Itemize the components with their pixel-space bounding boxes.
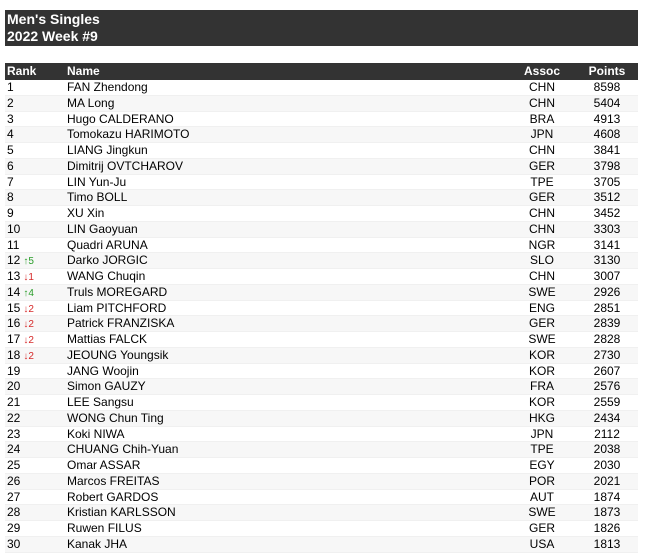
rank-down-indicator: ↓2 bbox=[23, 335, 34, 346]
rank-cell bbox=[7, 238, 19, 253]
player-points: 2926 bbox=[593, 284, 621, 299]
rank-down-indicator: ↓2 bbox=[23, 303, 34, 315]
table-row bbox=[5, 175, 638, 191]
table-body bbox=[5, 80, 638, 553]
player-points: 2030 bbox=[593, 458, 621, 472]
player-name: Timo BOLL bbox=[67, 190, 128, 205]
table-row bbox=[5, 505, 638, 521]
rank-cell bbox=[7, 490, 20, 505]
player-points: 2112 bbox=[594, 426, 620, 441]
player-assoc: CHN bbox=[529, 80, 555, 94]
table-row bbox=[5, 537, 638, 553]
player-points: 2038 bbox=[593, 442, 621, 457]
rank-cell bbox=[7, 395, 20, 410]
player-assoc: SWE bbox=[528, 284, 556, 299]
table-row bbox=[5, 521, 638, 537]
rank-cell bbox=[7, 175, 14, 190]
player-assoc: TPE bbox=[530, 442, 554, 457]
player-assoc: USA bbox=[529, 536, 555, 551]
rank-value: 20 bbox=[7, 379, 21, 394]
player-name: Kanak JHA bbox=[67, 536, 128, 551]
player-points: 3841 bbox=[593, 143, 621, 157]
rank-cell bbox=[7, 442, 20, 457]
table-row bbox=[5, 206, 638, 222]
rank-cell bbox=[7, 537, 20, 552]
table-row bbox=[5, 269, 638, 285]
table-row bbox=[5, 364, 638, 380]
rank-cell bbox=[7, 269, 34, 285]
rank-value: 13 bbox=[7, 269, 21, 283]
ranking-title: Men's Singles bbox=[7, 11, 100, 27]
player-assoc: CHN bbox=[529, 95, 555, 110]
player-assoc: KOR bbox=[528, 363, 555, 378]
table-row bbox=[5, 253, 638, 269]
player-name: Kristian KARLSSON bbox=[67, 505, 176, 520]
rank-value: 17 bbox=[7, 332, 21, 346]
table-row bbox=[5, 285, 638, 301]
player-assoc: CHN bbox=[529, 143, 555, 157]
rank-value: 19 bbox=[7, 363, 21, 378]
player-assoc: HKG bbox=[528, 410, 555, 425]
player-name: LIN Gaoyuan bbox=[67, 221, 138, 236]
player-name: Omar ASSAR bbox=[67, 458, 141, 472]
rank-cell bbox=[7, 316, 34, 332]
player-name: XU Xin bbox=[67, 206, 105, 220]
rank-cell bbox=[7, 521, 20, 536]
player-assoc: SWE bbox=[528, 332, 556, 346]
table-row bbox=[5, 427, 638, 443]
rank-value: 27 bbox=[7, 489, 21, 504]
column-header-rank: Rank bbox=[7, 64, 37, 78]
player-name: Dimitrij OVTCHAROV bbox=[67, 158, 183, 173]
rank-value: 30 bbox=[7, 536, 21, 551]
player-assoc: JPN bbox=[530, 127, 554, 142]
player-points: 2730 bbox=[593, 347, 621, 362]
rank-value: 1 bbox=[7, 80, 14, 94]
player-points: 2021 bbox=[593, 473, 621, 488]
player-assoc: FRA bbox=[530, 379, 554, 394]
table-row bbox=[5, 159, 638, 175]
column-header-name: Name bbox=[67, 64, 100, 78]
ranking-title-block bbox=[5, 10, 638, 46]
player-name: Tomokazu HARIMOTO bbox=[67, 127, 190, 142]
player-name: WANG Chuqin bbox=[67, 269, 146, 283]
player-points: 3452 bbox=[593, 206, 621, 220]
player-name: Ruwen FILUS bbox=[67, 521, 142, 535]
rank-cell bbox=[7, 253, 34, 269]
rank-cell bbox=[7, 379, 20, 394]
player-name: Quadri ARUNA bbox=[67, 237, 148, 252]
rank-cell bbox=[7, 127, 14, 142]
rank-value: 29 bbox=[7, 521, 21, 535]
rank-value: 7 bbox=[7, 174, 14, 189]
rank-value: 5 bbox=[7, 143, 14, 157]
player-assoc: NGR bbox=[528, 237, 556, 252]
player-assoc: GER bbox=[528, 190, 555, 205]
player-name: FAN Zhendong bbox=[67, 80, 148, 94]
rank-cell bbox=[7, 474, 20, 489]
player-name: Darko JORGIC bbox=[67, 253, 148, 268]
rank-cell bbox=[7, 332, 34, 348]
table-row bbox=[5, 238, 638, 254]
table-row bbox=[5, 379, 638, 395]
rank-value: 25 bbox=[7, 458, 21, 472]
player-name: Mattias FALCK bbox=[67, 332, 148, 346]
rank-cell bbox=[7, 364, 20, 379]
rank-value: 15 bbox=[7, 300, 21, 315]
player-points: 3007 bbox=[593, 269, 621, 283]
rank-cell bbox=[7, 301, 34, 317]
player-assoc: KOR bbox=[528, 395, 555, 409]
player-name: LIANG Jingkun bbox=[67, 143, 148, 157]
rank-value: 28 bbox=[7, 505, 21, 520]
player-assoc: CHN bbox=[529, 269, 555, 283]
table-row bbox=[5, 474, 638, 490]
player-points: 1874 bbox=[593, 489, 621, 504]
rank-value: 14 bbox=[7, 284, 21, 299]
player-name: Hugo CALDERANO bbox=[67, 111, 174, 126]
player-points: 2576 bbox=[593, 379, 621, 394]
table-row bbox=[5, 458, 638, 474]
rank-value: 18 bbox=[7, 347, 21, 362]
player-name: Truls MOREGARD bbox=[67, 284, 168, 299]
rank-cell bbox=[7, 458, 20, 473]
rank-cell bbox=[7, 206, 14, 221]
player-assoc: GER bbox=[528, 521, 555, 535]
player-points: 3141 bbox=[593, 237, 621, 252]
player-assoc: EGY bbox=[529, 458, 555, 472]
player-points: 4913 bbox=[593, 111, 621, 126]
player-points: 3798 bbox=[593, 158, 621, 173]
rank-value: 12 bbox=[7, 253, 21, 268]
player-points: 3512 bbox=[593, 190, 621, 205]
player-name: WONG Chun Ting bbox=[67, 410, 164, 425]
rank-cell bbox=[7, 80, 14, 95]
column-header-points: Points bbox=[588, 64, 626, 78]
rank-value: 6 bbox=[7, 158, 14, 173]
table-row bbox=[5, 112, 638, 128]
player-points: 3130 bbox=[593, 253, 621, 268]
player-name: CHUANG Chih-Yuan bbox=[67, 442, 179, 457]
table-row bbox=[5, 301, 638, 317]
player-name: Marcos FREITAS bbox=[67, 473, 160, 488]
player-assoc: CHN bbox=[529, 206, 555, 220]
table-row bbox=[5, 348, 638, 364]
rank-cell bbox=[7, 411, 20, 426]
rank-up-indicator: ↑5 bbox=[23, 256, 34, 268]
rank-value: 24 bbox=[7, 442, 21, 457]
table-row bbox=[5, 316, 638, 332]
player-name: LIN Yun-Ju bbox=[67, 174, 127, 189]
rank-cell bbox=[7, 427, 20, 442]
player-name: LEE Sangsu bbox=[67, 395, 134, 409]
player-name: Simon GAUZY bbox=[67, 379, 146, 394]
player-assoc: JPN bbox=[530, 426, 554, 441]
rank-down-indicator: ↓2 bbox=[23, 319, 34, 331]
player-assoc: KOR bbox=[528, 347, 555, 362]
rank-cell bbox=[7, 190, 14, 205]
rank-value: 23 bbox=[7, 426, 21, 441]
player-points: 2839 bbox=[593, 316, 621, 331]
ranking-table bbox=[5, 63, 638, 553]
player-points: 1873 bbox=[593, 505, 621, 520]
player-name: Koki NIWA bbox=[67, 426, 125, 441]
player-assoc: SLO bbox=[529, 253, 554, 268]
table-row bbox=[5, 143, 638, 159]
player-assoc: TPE bbox=[530, 174, 554, 189]
player-assoc: ENG bbox=[528, 300, 555, 315]
player-points: 2607 bbox=[593, 363, 621, 378]
rank-value: 22 bbox=[7, 410, 21, 425]
rank-value: 11 bbox=[7, 237, 20, 252]
ranking-week: 2022 Week #9 bbox=[7, 28, 98, 44]
player-name: Patrick FRANZISKA bbox=[67, 316, 175, 331]
rank-down-indicator: ↓1 bbox=[23, 272, 34, 283]
player-name: JANG Woojin bbox=[67, 363, 139, 378]
table-row bbox=[5, 96, 638, 112]
player-points: 4608 bbox=[593, 127, 621, 142]
player-points: 3303 bbox=[593, 221, 621, 236]
player-points: 3705 bbox=[593, 174, 621, 189]
table-row bbox=[5, 490, 638, 506]
player-assoc: GER bbox=[528, 316, 555, 331]
rank-value: 9 bbox=[7, 206, 14, 220]
player-name: JEOUNG Youngsik bbox=[67, 347, 169, 362]
player-assoc: AUT bbox=[530, 489, 554, 504]
rank-value: 3 bbox=[7, 111, 14, 126]
player-points: 1826 bbox=[593, 521, 621, 535]
table-row bbox=[5, 442, 638, 458]
table-row bbox=[5, 80, 638, 96]
player-assoc: POR bbox=[528, 473, 555, 488]
player-points: 1813 bbox=[593, 536, 621, 551]
rank-cell bbox=[7, 505, 20, 520]
table-row bbox=[5, 127, 638, 143]
player-name: Liam PITCHFORD bbox=[67, 300, 167, 315]
player-points: 2828 bbox=[593, 332, 621, 346]
rank-cell bbox=[7, 112, 14, 127]
player-points: 5404 bbox=[593, 95, 621, 110]
rank-cell bbox=[7, 143, 14, 158]
player-assoc: SWE bbox=[528, 505, 556, 520]
player-assoc: BRA bbox=[529, 111, 555, 126]
player-points: 2434 bbox=[593, 410, 621, 425]
column-header-assoc: Assoc bbox=[523, 64, 561, 78]
table-row bbox=[5, 332, 638, 348]
rank-cell bbox=[7, 348, 34, 364]
rank-value: 16 bbox=[7, 316, 21, 331]
rank-value: 26 bbox=[7, 473, 21, 488]
table-row bbox=[5, 395, 638, 411]
rank-cell bbox=[7, 285, 34, 301]
player-points: 2851 bbox=[593, 300, 621, 315]
rank-up-indicator: ↑4 bbox=[23, 287, 34, 299]
rank-cell bbox=[7, 222, 20, 237]
table-row bbox=[5, 411, 638, 427]
player-points: 2559 bbox=[593, 395, 621, 409]
player-name: MA Long bbox=[67, 95, 115, 110]
rank-value: 21 bbox=[7, 395, 21, 409]
rank-value: 8 bbox=[7, 190, 14, 205]
table-row bbox=[5, 190, 638, 206]
rank-cell bbox=[7, 96, 14, 111]
player-assoc: GER bbox=[528, 158, 555, 173]
rank-value: 4 bbox=[7, 127, 14, 142]
rank-down-indicator: ↓2 bbox=[23, 350, 34, 362]
rank-value: 10 bbox=[7, 221, 21, 236]
table-row bbox=[5, 222, 638, 238]
rank-cell bbox=[7, 159, 14, 174]
player-name: Robert GARDOS bbox=[67, 489, 159, 504]
rank-value: 2 bbox=[7, 95, 14, 110]
table-header bbox=[5, 63, 638, 80]
player-assoc: CHN bbox=[529, 221, 555, 236]
player-points: 8598 bbox=[593, 80, 621, 94]
